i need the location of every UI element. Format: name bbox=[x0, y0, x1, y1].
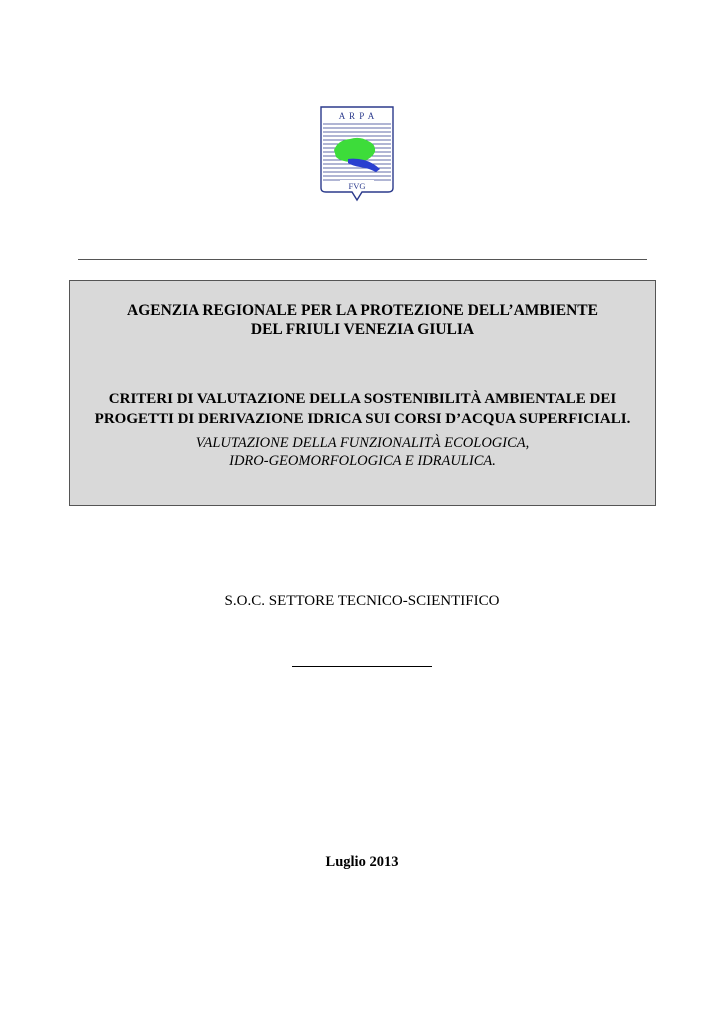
title-box bbox=[69, 280, 656, 506]
publication-date: Luglio 2013 bbox=[325, 854, 399, 870]
agency-name-line-2: DEL FRIULI VENEZIA GIULIA bbox=[250, 321, 475, 338]
document-title bbox=[70, 389, 655, 429]
horizontal-divider bbox=[78, 259, 647, 260]
department-name: S.O.C. SETTORE TECNICO-SCIENTIFICO bbox=[224, 593, 500, 609]
arpa-fvg-logo bbox=[320, 106, 394, 202]
document-subtitle-line-2: IDRO-GEOMORFOLOGICA E IDRAULICA. bbox=[229, 453, 496, 469]
logo-top-text: A R P A bbox=[338, 111, 376, 121]
document-subtitle bbox=[70, 434, 655, 470]
document-subtitle-line-1: VALUTAZIONE DELLA FUNZIONALITÀ ECOLOGICA, bbox=[195, 435, 530, 451]
document-title-line-1: CRITERI DI VALUTAZIONE DELLA SOSTENIBILITÀ AMBIENTALE DEI bbox=[108, 391, 617, 407]
logo-bottom-text: FVG bbox=[348, 181, 366, 191]
agency-name-line-1: AGENZIA REGIONALE PER LA PROTEZIONE DELL’AMBIENTE bbox=[127, 302, 598, 319]
short-divider bbox=[292, 666, 432, 667]
document-title-line-2: PROGETTI DI DERIVAZIONE IDRICA SUI CORSI D’ACQUA SUPERFICIALI. bbox=[94, 411, 631, 427]
agency-name bbox=[70, 301, 655, 339]
